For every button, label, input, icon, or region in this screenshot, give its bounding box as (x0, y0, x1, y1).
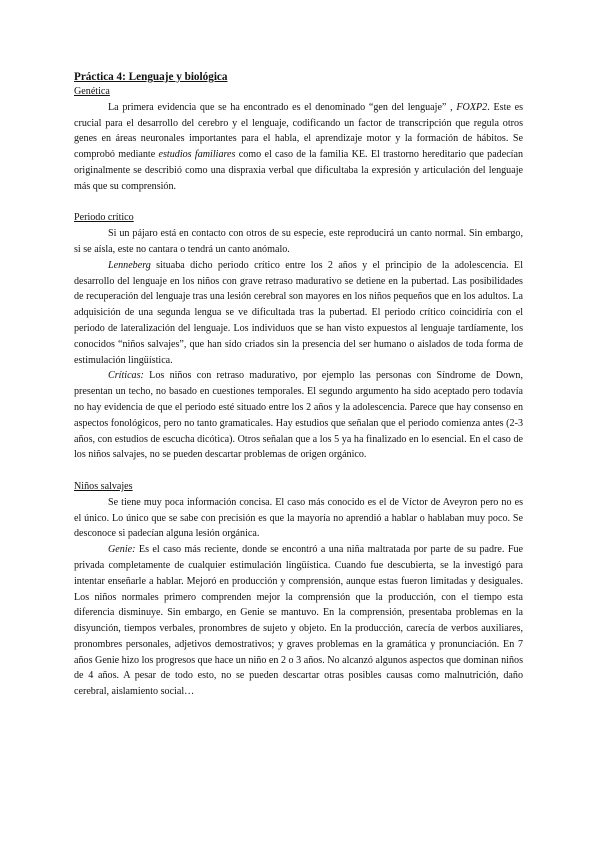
document-page (74, 70, 523, 716)
paragraph-text: Los niños con retraso madurativo, por ejemplo las personas con Síndrome de Down, presentan un techo, no basado en cuestiones temporales. El segundo argumento ha sido aceptado pero todavía no hay evidencia de que el periodo esté situado entre los 2 años y la adolescencia. Parece que hay consenso en aspectos fonológicos, pero no tanto gramaticales. Hay estudios que señalan que el periodo comienza antes (2-3 años, con estudios de escucha dicótica). Otros señalan que a los 5 ya ha finalizado en lo esencial. En el caso de los niños salvajes, no se pueden descartar problemas de origen orgánico. (74, 370, 523, 461)
section-genetica (74, 84, 523, 195)
document-title: Práctica 4: Lenguaje y biológica (74, 71, 228, 83)
section-ninos-salvajes (74, 479, 523, 700)
section-periodo-critico (74, 210, 523, 463)
gene-name: FOXP2 (456, 101, 488, 113)
paragraph-pajaro: Si un pájaro está en contacto con otros de su especie, este reproducirá un canto normal. Sin embargo, si se aísla, este no cantara o tendrá un canto anómalo. (74, 228, 523, 255)
italic-label: Genie: (108, 544, 136, 556)
paragraph-text: La primera evidencia que se ha encontrado es el denominado “gen del lenguaje” , (108, 101, 457, 113)
section-heading-periodo-critico: Periodo crítico (74, 212, 134, 224)
italic-term: estudios familiares (158, 149, 236, 161)
paragraph-text: Es el caso más reciente, donde se encontró a una niña maltratada por parte de su padre. Fue privada completamente de cualquier estimulación lingüística. Cuando fue descubierta, se la investigó para intentar enseñarle a hablar. Mejoró en producción y comprensión, aunque estas fueron limitadas y desiguales. Los niños normales primero comprenden mejor la comprensión que la producción, con el tiempo esta diferencia disminuye. Sin embargo, en Genie se mantuvo. En la comprensión, presentaba problemas en la disyunción, tiempos verbales, pronombres de sujeto y objeto. En la producción, carecía de verbos auxiliares, pronombres personales, adjetivos demostrativos; y graves problemas en la gramática y pronunciación. En 7 años Genie hizo los progresos que hace un niño en 2 o 3 años. No alcanzó algunos aspectos que dominan niños de 4 años. A pesar de todo esto, no se pueden descartar otras posibles causas como malnutrición, daño cerebral, aislamiento social… (74, 544, 523, 698)
paragraph-genetica (74, 100, 523, 195)
paragraph-criticas (74, 368, 523, 463)
italic-label: Críticas: (108, 370, 144, 382)
author-name: Lenneberg (108, 259, 151, 271)
paragraph-text: . Este es crucial para el desarrollo del cerebro y el lenguaje, codificando un factor de transcripción que regula otros genes en áreas neuronales importantes para el habla, el aprendizaje motor y la formación de hábitos. Se comprobó mediante (74, 101, 523, 161)
paragraph-victor: Se tiene muy poca información concisa. El caso más conocido es el de Víctor de Aveyron pero no es el único. Lo único que se sabe con precisión es que la mayoría no aprendió a hablar o hablaban muy poco. Se desconoce si padecían alguna lesión orgánica. (74, 496, 523, 540)
paragraph-genie (74, 542, 523, 700)
paragraph-text: como el caso de la familia KE. El trastorno hereditario que padecían originalmente se describió como una dispraxia verbal que dificultaba la expresión y articulación del lenguaje más que su comprensión. (74, 149, 524, 192)
paragraph-lenneberg (74, 258, 523, 369)
section-heading-genetica: Genética (74, 86, 110, 97)
paragraph-text: situaba dicho periodo crítico entre los 2 años y el principio de la adolescencia. El desarrollo del lenguaje en los niños con grave retraso madurativo se detiene en la pubertad. Las posibilidades de recuperación del lenguaje tras una lesión cerebral son mayores en los niños pequeños que en los adultos. La adquisición de una segunda lengua se ve dificultada tras la pubertad. El periodo crítico coincidiría con el periodo de lateralización del lenguaje. Los individuos que se han visto expuestos al lenguaje tardíamente, los conocidos “niños salvajes”, que han sido criados sin la presencia del ser humano o aislados de toda forma de estimulación lingüística. (74, 259, 523, 366)
section-heading-ninos-salvajes: Niños salvajes (74, 480, 133, 492)
